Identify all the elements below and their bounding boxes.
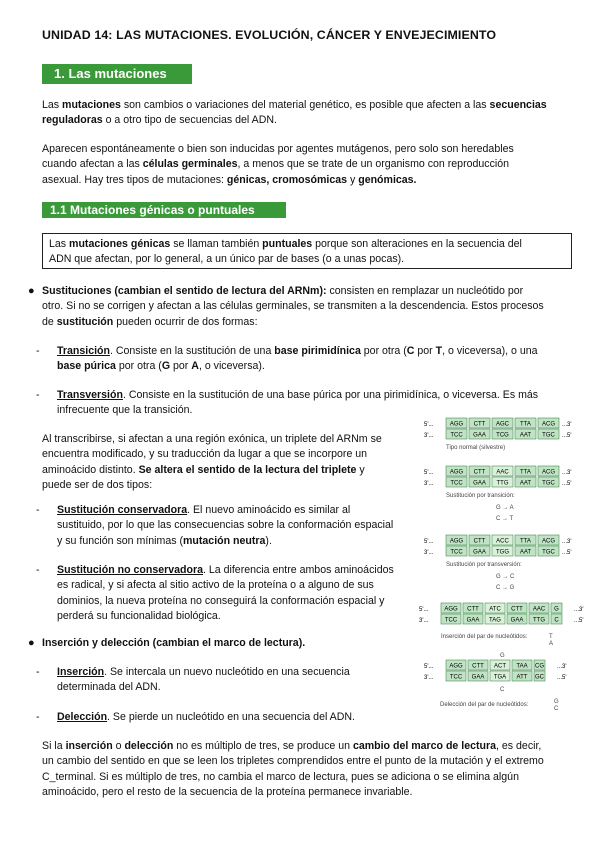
strand-prime-label: ...5' <box>562 550 572 556</box>
codon-bottom-label: TTG <box>533 617 545 624</box>
bullet-icon: ● <box>28 637 35 649</box>
paragraph-mutations-definition: Las mutaciones son cambios o variaciones del material genético, es posible que afecten a las secuencias reguladoras o a otro tipo de secuencias del ADN. <box>42 99 547 127</box>
strand-prime-label: 5'... <box>424 664 434 670</box>
codon-top-label: AGG <box>449 421 464 428</box>
codon-top-label: CG <box>535 663 544 670</box>
codon-top-label: AGG <box>449 663 463 670</box>
codon-bottom-label: TTG <box>496 480 509 487</box>
paragraph-exon: Al transcribirse, si afectan a una región exónica, un triplete del ARNm se encuentra modificado, y su traducción da lugar a que se incorpore un aminoácido distinto. Se altera el sentido de la lectura del triplete y puede ser de dos tipos: <box>42 433 382 491</box>
figure-note: C → G <box>496 585 515 591</box>
dash-icon: - <box>36 345 40 357</box>
strand-prime-label: 5'... <box>424 470 434 476</box>
dna-figure-transversion <box>420 533 580 595</box>
paragraph-conservadora: Sustitución conservadora. El nuevo aminoácido es similar al sustituido, por lo que las consecuencias sobre la conformación espacial y su función son mínimas (mutación neutra). <box>57 504 394 547</box>
dash-icon: - <box>36 666 40 678</box>
codon-bottom-label: TGG <box>496 549 509 556</box>
strand-prime-label: ...3' <box>574 607 584 613</box>
codon-top-label: AGG <box>449 469 464 476</box>
codon-top-label: CTT <box>467 606 479 613</box>
strand-prime-label: ...3' <box>562 539 572 545</box>
codon-bottom-label: TCG <box>496 432 509 439</box>
paragraph-indel: Inserción y delección (cambian el marco de lectura). <box>42 637 306 649</box>
codon-bottom-label: ATT <box>516 674 528 681</box>
paragraph-sustituciones: Sustituciones (cambian el sentido de lectura del ARNm): consisten en remplazar un nucleótido por otro. Si no se corrigen y afectan a las células germinales, se transmiten a la descendencia. Estos procesos de sustitución pueden ocurrir de dos formas: <box>42 285 544 328</box>
codon-bottom-label: GC <box>535 674 544 681</box>
codon-bottom-label: GAA <box>466 617 480 624</box>
codon-bottom-label: AAT <box>519 432 532 439</box>
strand-prime-label: ...3' <box>562 422 572 428</box>
codon-bottom-label: GAA <box>473 549 486 556</box>
codon-top-label: ACT <box>494 663 506 670</box>
figure-caption: Delección del par de nucleótidos: <box>440 702 529 708</box>
codon-bottom-label: TCC <box>450 480 463 487</box>
strand-prime-label: 3'... <box>419 618 429 624</box>
figure-note: G → A <box>496 505 514 511</box>
codon-top-label: CTT <box>473 538 486 545</box>
strand-prime-label: ...5' <box>562 433 572 439</box>
strand-prime-label: ...3' <box>562 470 572 476</box>
paragraph-mutation-origin: Aparecen espontáneamente o bien son inducidas por agentes mutágenos, pero solo son heredables cuando afectan a las células germinales, a menos que se trate de un organismo con reproducción asexual. Hay tres tipos de mutaciones: génicas, cromosómicas y genómicas. <box>42 143 514 186</box>
codon-bottom-label: AAT <box>519 480 532 487</box>
codon-bottom-label: TGC <box>542 480 555 487</box>
bullet-icon: ● <box>28 285 35 297</box>
figure-caption: Sustitución por transversión: <box>446 562 522 568</box>
codon-bottom-label: GAA <box>471 674 485 681</box>
figure-note: G → C <box>496 574 515 580</box>
dna-figure-normal <box>420 416 580 454</box>
codon-bottom-label: TCC <box>444 617 458 624</box>
paragraph-transversion: Transversión. Consiste en la sustitución de una base púrica por una pirimidínica, o viceversa. Es más infrecuente que la transición. <box>57 389 539 417</box>
codon-top-label: CTT <box>472 663 484 670</box>
dash-icon: - <box>36 504 40 516</box>
strand-prime-label: 5'... <box>424 539 434 545</box>
figure-note: T <box>549 634 553 640</box>
codon-bottom-label: TCC <box>450 432 463 439</box>
paragraph-frame-shift: Si la inserción o delección no es múltiplo de tres, se produce un cambio del marco de lectura, es decir, un cambio del sentido en que se leen los tripletes comprendidos entre el punto de la mutación y el extremo C_terminal. Si es múltiplo de tres, no cambia el marco de lectura, pues se adiciona o se elimina algún aminoácido, pero el resto de la secuencia de la proteína permanece invariable. <box>42 740 544 798</box>
codon-top-label: AAC <box>532 606 546 613</box>
codon-top-label: ACC <box>496 538 509 545</box>
codon-bottom-label: TGC <box>542 549 555 556</box>
codon-top-label: CTT <box>473 421 486 428</box>
dna-figure-insertion <box>415 597 587 647</box>
dna-figure-transition <box>420 464 580 526</box>
codon-top-label: AAC <box>496 469 509 476</box>
strand-prime-label: 5'... <box>424 422 434 428</box>
figure-caption: Sustitución por transición: <box>446 493 515 499</box>
codon-top-label: ATC <box>489 606 501 613</box>
codon-bottom-label: TCC <box>449 674 463 681</box>
codon-top-label: CTT <box>511 606 523 613</box>
strand-prime-label: ...5' <box>557 675 567 681</box>
strand-prime-label: ...3' <box>557 664 567 670</box>
codon-bottom-label: TGC <box>542 432 555 439</box>
page-title: UNIDAD 14: LAS MUTACIONES. EVOLUCIÓN, CÁNCER Y ENVEJECIMIENTO <box>42 28 497 42</box>
figure-caption: Tipo normal (silvestre) <box>446 445 506 451</box>
codon-top-label: AGC <box>495 421 510 428</box>
codon-bottom-label: AAT <box>519 549 532 556</box>
codon-bottom-label: GAA <box>473 480 486 487</box>
strand-prime-label: 3'... <box>424 675 434 681</box>
strand-prime-label: 3'... <box>424 481 434 487</box>
codon-bottom-label: C <box>554 617 559 624</box>
codon-top-label: ACG <box>541 421 556 428</box>
strand-prime-label: ...5' <box>574 618 584 624</box>
section-heading-1-1: 1.1 Mutaciones génicas o puntuales <box>42 202 286 218</box>
codon-bottom-label: TAG <box>489 617 501 624</box>
codon-top-label: ACG <box>541 538 556 545</box>
dash-icon: - <box>36 564 40 576</box>
definition-box: Las mutaciones génicas se llaman también puntuales porque son alteraciones en la secuencia del ADN que afectan, por lo general, a un único par de bases (o a unas pocas). <box>42 233 572 269</box>
codon-top-label: G <box>554 606 559 613</box>
figure-note: C <box>554 706 559 712</box>
paragraph-no-conservadora: Sustitución no conservadora. La diferencia entre ambos aminoácidos es radical, y si afecta al sitio activo de la proteína o a alguno de sus dominios, la nueva proteína no conseguirá la conformación espacial y perderá su funcionalidad biológica. <box>57 564 394 622</box>
dash-icon: - <box>36 389 40 401</box>
figure-note: C → T <box>496 516 514 522</box>
codon-top-label: TTA <box>520 469 531 476</box>
codon-top-label: ACG <box>541 469 556 476</box>
codon-bottom-label: TGA <box>493 674 507 681</box>
paragraph-delecion: Delección. Se pierde un nucleótido en una secuencia del ADN. <box>57 711 355 723</box>
codon-top-label: TTA <box>520 421 531 428</box>
codon-top-label: TTA <box>520 538 531 545</box>
figure-caption: Inserción del par de nucleótidos: <box>441 634 528 640</box>
codon-top-label: AGG <box>444 606 458 613</box>
codon-top-label: CTT <box>473 469 486 476</box>
strand-prime-label: 3'... <box>424 550 434 556</box>
dash-icon: - <box>36 711 40 723</box>
strand-prime-label: ...5' <box>562 481 572 487</box>
figure-note: G <box>500 653 505 659</box>
paragraph-insercion: Inserción. Se intercala un nuevo nucleótido en una secuencia determinada del ADN. <box>57 666 350 694</box>
codon-bottom-label: TCC <box>450 549 463 556</box>
section-heading-1: 1. Las mutaciones <box>42 64 192 84</box>
codon-top-label: AGG <box>449 538 464 545</box>
figure-note: C <box>500 687 505 693</box>
dna-figure-deletion <box>420 650 580 716</box>
codon-bottom-label: GAA <box>473 432 486 439</box>
figure-note: G <box>554 699 559 705</box>
codon-top-label: TAA <box>516 663 528 670</box>
strand-prime-label: 3'... <box>424 433 434 439</box>
figure-note: A <box>549 641 554 647</box>
strand-prime-label: 5'... <box>419 607 429 613</box>
codon-bottom-label: GAA <box>510 617 524 624</box>
paragraph-transicion: Transición. Consiste en la sustitución de una base pirimidínica por otra (C por T, o viceversa), o una base púrica por otra (G por A, o viceversa). <box>57 345 538 373</box>
